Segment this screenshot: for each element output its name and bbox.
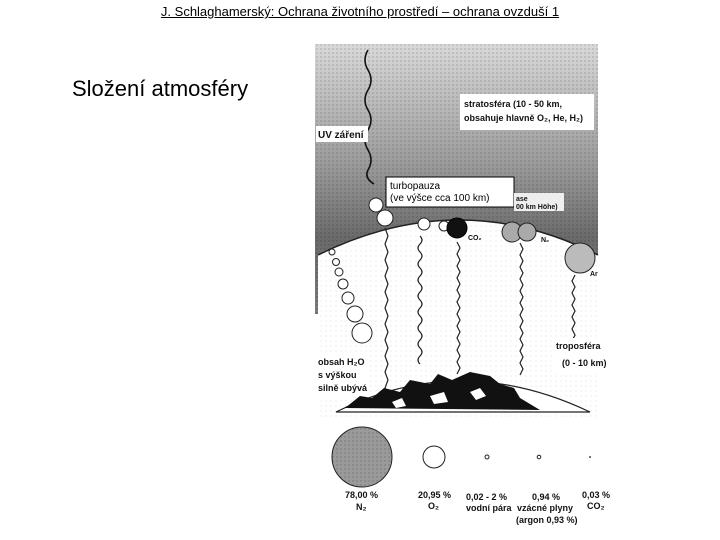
co2-composition-circle	[589, 456, 591, 458]
o2-gas: O₂	[428, 501, 439, 511]
stratosphere-label	[460, 94, 594, 130]
svg-text:N₂: N₂	[541, 237, 550, 244]
svg-text:UV záření: UV záření	[318, 130, 364, 141]
svg-text:s výškou: s výškou	[318, 370, 357, 380]
svg-text:turbopauza: turbopauza	[390, 181, 441, 192]
noble-gas: vzácné plyny	[517, 503, 574, 513]
co2-gas: CO₂	[587, 501, 605, 511]
turbopause-ghost-label	[514, 193, 564, 211]
svg-text:obsahuje hlavně O₂, He, H₂): obsahuje hlavně O₂, He, H₂)	[464, 113, 584, 123]
svg-text:obsah H₂O: obsah H₂O	[318, 357, 365, 367]
water-composition-circle	[485, 455, 489, 459]
svg-text:00 km Höhe): 00 km Höhe)	[516, 204, 558, 211]
uv-label	[316, 126, 368, 142]
water-gas: vodní pára	[466, 503, 512, 513]
n2-percent: 78,00 %	[345, 490, 379, 500]
water-note-label	[314, 353, 368, 397]
svg-text:troposféra: troposféra	[556, 341, 601, 351]
svg-text:ase: ase	[516, 196, 528, 203]
noble-percent: 0,94 %	[532, 492, 561, 502]
svg-text:CO₂: CO₂	[468, 235, 482, 242]
n2-composition-circle	[332, 427, 392, 487]
water-percent: 0,02 - 2 %	[466, 492, 508, 502]
svg-text:silně ubývá: silně ubývá	[318, 383, 368, 393]
n2-gas: N₂	[356, 502, 367, 512]
svg-text:Ar: Ar	[590, 271, 598, 278]
troposphere-label	[553, 338, 615, 372]
svg-text:(ve výšce cca 100 km): (ve výšce cca 100 km)	[390, 193, 490, 204]
turbopause-label	[386, 177, 514, 207]
slide-header: J. Schlaghamerský: Ochrana životního prostředí – ochrana ovzduší 1	[160, 4, 560, 19]
composition-circles	[332, 427, 591, 487]
slide-title: Složení atmosféry	[72, 76, 249, 101]
co2-percent: 0,03 %	[582, 490, 611, 500]
svg-text:stratosféra (10 - 50 km,: stratosféra (10 - 50 km,	[464, 99, 563, 109]
noble-note: (argon 0,93 %)	[516, 515, 578, 525]
composition-labels	[345, 490, 610, 525]
noble-gas-composition-circle	[537, 455, 541, 459]
o2-percent: 20,95 %	[418, 490, 452, 500]
o2-composition-circle	[423, 446, 445, 468]
svg-text:(0 - 10 km): (0 - 10 km)	[562, 358, 607, 368]
